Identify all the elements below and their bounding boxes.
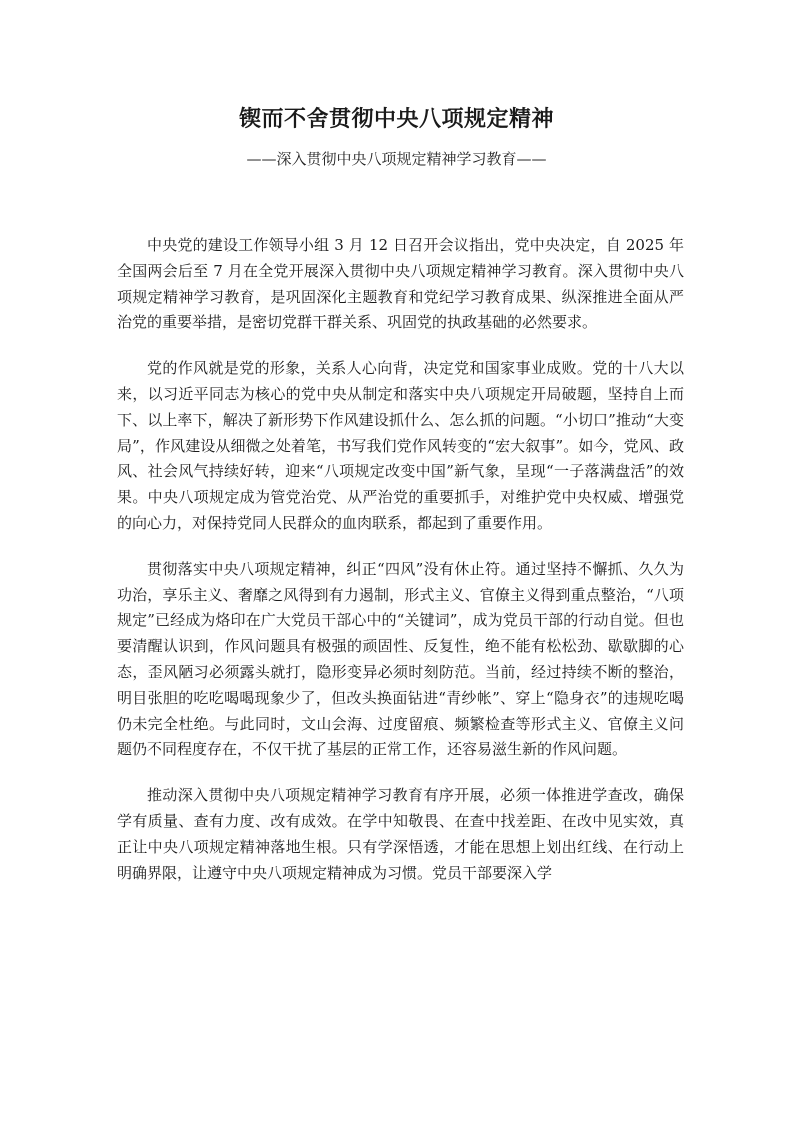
paragraph-3: 贯彻落实中央八项规定精神，纠正“四风”没有休止符。通过坚持不懈抓、久久为功治，享乐主义、奢靡之风得到有力遏制，形式主义、官僚主义得到重点整治，“八项规定”已经成为烙印在广大党员干部心中的“关键词”，成为党员干部的行动自觉。但也要清醒认识到，作风问题具有极强的顽固性、反复性，绝不能有松松劲、歇歇脚的心态，歪风陋习必须露头就打，隐形变异必须时刻防范。当前，经过持续不断的整治，明目张胆的吃吃喝喝现象少了，但改头换面钻进“青纱帐”、穿上“隐身衣”的违规吃喝仍未完全杜绝。与此同时，文山会海、过度留痕、频繁检查等形式主义、官僚主义问题仍不同程度存在，不仅干扰了基层的正常工作，还容易滋生新的作风问题。 bbox=[117, 559, 684, 759]
document-body bbox=[117, 233, 684, 906]
document-title: 锲而不舍贯彻中央八项规定精神 bbox=[238, 107, 554, 132]
paragraph-4: 推动深入贯彻中央八项规定精神学习教育有序开展，必须一体推进学查改，确保学有质量、查有力度、改有成效。在学中知敬畏、在查中找差距、在改中见实效，真正让中央八项规定精神落地生根。只有学深悟透，才能在思想上划出红线、在行动上明确界限，让遵守中央八项规定精神成为习惯。党员干部要深入学 bbox=[117, 786, 684, 882]
document-subtitle: ——深入贯彻中央八项规定精神学习教育—— bbox=[246, 150, 547, 168]
paragraph-2: 党的作风就是党的形象，关系人心向背，决定党和国家事业成败。党的十八大以来，以习近平同志为核心的党中央从制定和落实中央八项规定开局破题，坚持自上而下、以上率下，解决了新形势下作风建设抓什么、怎么抓的问题。“小切口”推动“大变局”，作风建设从细微之处着笔，书写我们党作风转变的“宏大叙事”。如今，党风、政风、社会风气持续好转，迎来“八项规定改变中国”新气象，呈现“一子落满盘活”的效果。中央八项规定成为管党治党、从严治党的重要抓手，对维护党中央权威、增强党的向心力，对保持党同人民群众的血肉联系，都起到了重要作用。 bbox=[117, 359, 684, 532]
paragraph-1: 中央党的建设工作领导小组 3 月 12 日召开会议指出，党中央决定，自 2025 年全国两会后至 7 月在全党开展深入贯彻中央八项规定精神学习教育。深入贯彻中央八项规定精神学习教育，是巩固深化主题教育和党纪学习教育成果、纵深推进全面从严治党的重要举措，是密切党群干群关系、巩固党的执政基础的必然要求。 bbox=[117, 236, 684, 332]
